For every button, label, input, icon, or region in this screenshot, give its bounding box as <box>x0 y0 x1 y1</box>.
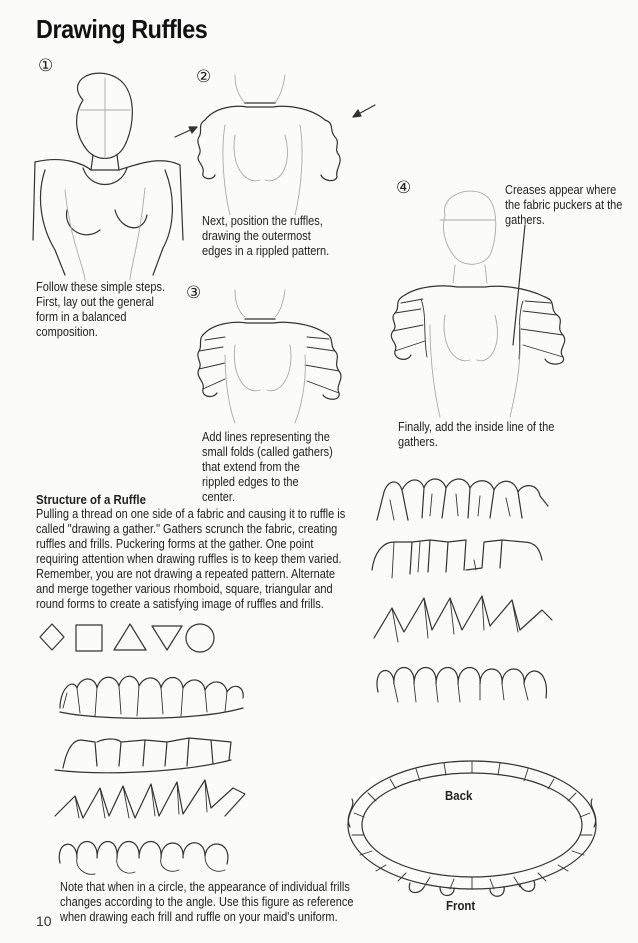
rhomboid-shape <box>40 624 64 650</box>
step-2-figure <box>175 65 380 215</box>
square-shape <box>76 625 102 651</box>
triangle-shape <box>114 624 146 650</box>
step-4-figure <box>385 185 615 420</box>
inverted-triangle-shape <box>152 626 182 650</box>
step-1-text: Follow these simple steps. First, lay out the general form in a balanced composition. <box>36 280 166 339</box>
structure-heading: Structure of a Ruffle <box>36 492 146 507</box>
step-2-text: Next, position the ruffles, drawing the outermost edges in a rippled pattern. <box>202 214 330 258</box>
step-1-number: ① <box>38 56 54 75</box>
ruffle-ring-figure <box>340 755 605 895</box>
structure-body: Pulling a thread on one side of a fabric and causing it to ruffle is called "drawing a gather." Gathers scrunch the fabric, creating ruffles and frills. Puckering forms at the gather. One point requiring attention when drawing ruffles is to keep them varied. Remember, you are not drawing a repeated pattern. Alternate and merge together various rhomboid, square, triangular and round forms to create a satisfying image of ruffles and frills. <box>36 507 346 611</box>
ruffle-examples-left <box>55 668 255 878</box>
step-1-figure <box>25 70 190 280</box>
circle-note-text: Note that when in a circle, the appearance of individual frills changes according to the angle. Use this figure as reference when drawing each frill and ruffle on your maid's uniform. <box>60 880 354 924</box>
step-2-number: ② <box>196 67 212 86</box>
ring-front-label: Front <box>446 898 476 913</box>
page-title: Drawing Ruffles <box>36 14 208 44</box>
step-4-text: Finally, add the inside line of the gathers. <box>398 420 555 449</box>
ruffle-examples-right <box>372 470 572 705</box>
callout-text: Creases appear where the fabric puckers at the gathers. <box>505 183 623 227</box>
step-3-figure <box>195 285 365 425</box>
step-3-text: Add lines representing the small folds (called gathers) that extend from the rippled edges to the center. <box>202 430 333 504</box>
circle-shape <box>186 624 214 652</box>
ring-back-label: Back <box>445 788 473 803</box>
step-3-number: ③ <box>186 283 202 302</box>
page-number: 10 <box>36 913 52 929</box>
step-4-number: ④ <box>396 178 412 197</box>
basic-shapes <box>40 620 220 656</box>
